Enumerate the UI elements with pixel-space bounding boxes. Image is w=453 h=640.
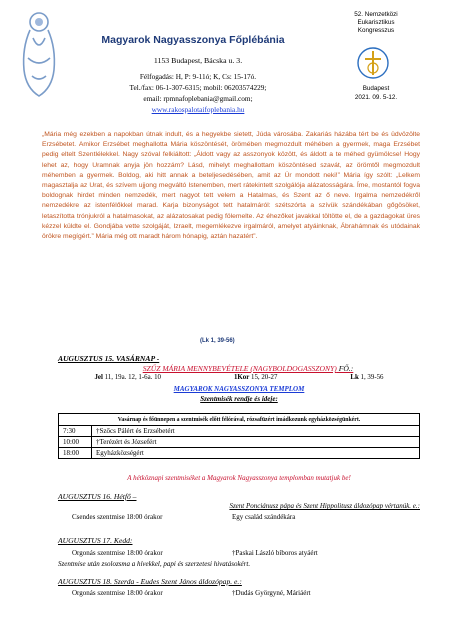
congress-line-1: 52. Nemzetközi: [354, 11, 398, 18]
mass-row: [72, 589, 420, 597]
reading-book: 1Kor: [233, 374, 250, 381]
mass-intention: Egyházközségért: [92, 448, 420, 459]
gospel-quote: „Mária még ezekben a napokban útnak indult, és a hegyekbe sietett, Júda városába. Zakariás házába tért be és üdvözölte Erzsébetet. Amikor Erzsébet meghallotta Mária köszöntését, örömében megmozdult méhében a gyermek, maga Erzsébet pedig eltelt Szentlélekkel. Nagy szóval felkiáltott: „Áldott vagy az asszonyok között, és áldott a te méhed gyümölcse! Hogy lehet az, hogy Uramnak anyja jön hozzám? Lásd, mihelyt meghallottam köszöntésed szavát, az örömtől megmozdult méhemben a gyermek. Boldog, aki hitt annak a beteljesedésében, amit az Úr mondott neki!” Mária így szólt: „Lelkem magasztalja az Urat, és szívem ujjong megváltó Istenemben, mert rátekintett szolgálója alázatosságára. Íme, mostantól fogva boldognak hirdet minden nemzedék, mert nagyot tett velem a Hatalmas, és Szent az ő neve. Irgalma nemzedékről nemzedékre az istenfélőkkel marad. Karja bizonyságot tett hatalmáról: szétszórta a szívük szándékában gőgösöket, letaszította trónjukról a hatalmasokat, az alázatosakat pedig fölemelte. Az éhezőket javakkal töltötte el, de a gazdagokat üres kézzel küldte el. Gondjába vette szolgáját, Izraelt, megemlékezve irgalmáról, amelyet atyáinknak, Ábrahámnak és utódainak örökre megígért.” Mária még ott maradt három hónapig, aztán hazatért”.: [42, 131, 420, 241]
parish-address: 1153 Budapest, Bácska u. 3.: [153, 56, 243, 65]
mass-intention: †Terézért és Józsefért: [92, 437, 420, 448]
table-row: [59, 437, 420, 448]
rosary-note: Vasárnap és főünnepen a szentmisék előtt félórával, rózsafüzért imádkozunk egyházközségünkért.: [59, 414, 420, 426]
congress-logo: [356, 46, 390, 80]
day-heading: [58, 577, 242, 586]
reading-ref: 15, 20-27: [249, 374, 278, 381]
mass-order-heading: Szentmisék rendje és ideje:: [200, 395, 278, 403]
day-heading: [58, 492, 136, 501]
mass-description: Orgonás szentmise 18:00 órakor: [72, 589, 163, 597]
reading-ref: 11, 19a. 12, 1-6a. 10: [102, 374, 162, 381]
church-name: MAGYAROK NAGYASSZONYA TEMPLOM: [173, 385, 305, 393]
mass-time: 18:00: [59, 448, 92, 459]
mass-time: 10:00: [59, 437, 92, 448]
congress-line-3: Kongresszus: [357, 27, 395, 34]
reading-3: [350, 374, 383, 381]
congress-city: Budapest: [362, 85, 390, 92]
mass-schedule-table: [58, 413, 420, 459]
feast-title: [88, 364, 408, 373]
table-row: [59, 414, 420, 426]
sunday-heading: AUGUSZTUS 15. VASÁRNAP -: [58, 354, 160, 363]
website-line: [88, 105, 308, 114]
mass-description: Csendes szentmise 18:00 órakor: [72, 513, 163, 521]
congress-place: [338, 84, 414, 102]
mass-time: 7:30: [59, 426, 92, 437]
mass-row: [72, 549, 420, 557]
phone-numbers: Tel./fax: 06-1-307-6315; mobil: 06203574229;: [129, 83, 267, 92]
feast-name: SZŰZ MÁRIA MENNYBEVÉTELE (NAGYBOLDOGASSZONY): [142, 364, 337, 373]
mass-intention: †Szőcs Pálért és Erzsébetért: [92, 426, 420, 437]
congress-info: [338, 11, 414, 35]
reading-2: [234, 374, 277, 381]
madonna-logo: [16, 8, 62, 100]
reading-1: [94, 374, 161, 381]
website-link[interactable]: www.rakospalotaifoplebania.hu: [151, 105, 245, 114]
mass-intention: †Dudás Györgyné, Máriáért: [232, 589, 311, 597]
saint-name: Szent Ponciánusz pápa és Szent Hippolitusz áldozópap vértanúk. e.:: [229, 502, 420, 510]
table-row: [59, 426, 420, 437]
vespers-note: Szentmise után zsolozsma a hívekkel, papi és szerzetesi hivatásokért.: [58, 560, 251, 568]
mass-intention: †Paskai László bíboros atyáért: [232, 549, 318, 557]
congress-line-2: Eukarisztikus: [357, 19, 395, 26]
office-hours: Félfogadás: H, P: 9-11ó; K, Cs: 15-17ó.: [139, 72, 257, 81]
congress-dates: 2021. 09. 5-12.: [354, 94, 398, 101]
day-heading: [58, 536, 132, 545]
feast-rank: FŐ.:: [336, 364, 354, 373]
weekday-notice: A hétköznapi szentmiséket a Magyarok Nagyasszonya templomban mutatjuk be!: [127, 474, 351, 482]
parish-title: Magyarok Nagyasszonya Főplébánia: [101, 34, 285, 46]
email-address: email: rpmnafoplebania@gmail.com;: [143, 94, 253, 103]
readings: [58, 374, 420, 381]
day-title: AUGUSZTUS 16. Hétfő –: [58, 492, 137, 501]
table-row: [59, 448, 420, 459]
mass-intention: Egy család szándékára: [232, 513, 296, 521]
reading-ref: 1, 39-56: [358, 374, 384, 381]
reading-book: Lk: [350, 374, 359, 381]
day-title: AUGUSZTUS 18. Szerda - Eudes Szent János áldozópap. e.:: [58, 577, 242, 586]
mass-description: Orgonás szentmise 18:00 órakor: [72, 549, 163, 557]
saint-line: [130, 502, 420, 510]
gospel-reference: (Lk 1, 39-56): [200, 338, 235, 344]
day-title: AUGUSZTUS 17. Kedd:: [58, 536, 133, 545]
mass-row: [72, 513, 420, 521]
reading-book: Jel: [94, 374, 103, 381]
